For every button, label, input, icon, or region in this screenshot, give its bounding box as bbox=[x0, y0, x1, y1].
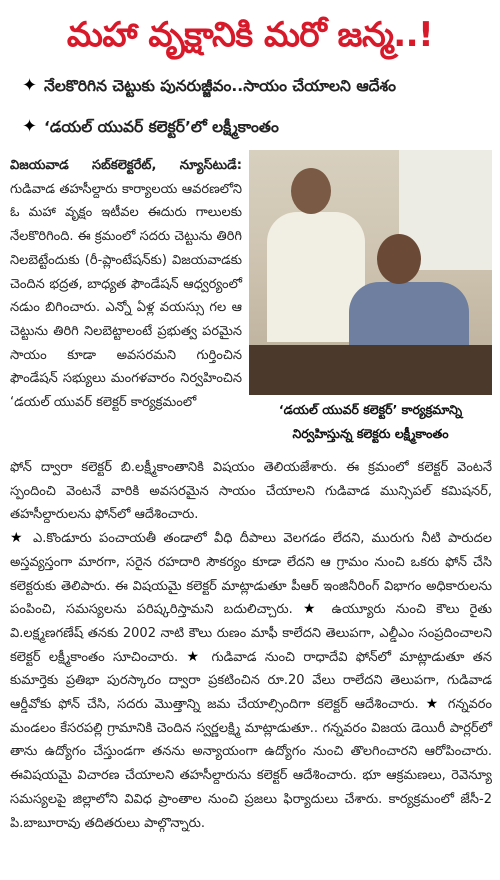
subheading-1-text: నేలకొరిగిన చెట్టుకు పునరుజ్జీవం..సాయం చేయాలని ఆదేశం bbox=[44, 77, 397, 95]
continuation-paragraph: ఫోన్ ద్వారా కలెక్టర్ బి.లక్ష్మీకాంతానికి విషయం తెలియజేశారు. ఈ క్రమంలో కలెక్టర్ వెంటనే స్పందించి వెంటనే వారికి అవసరమైన సాయం చేయాలని గుడివాడ మున్సిపల్ కమిషనర్, తహసీల్దారులను ఫోన్‌లో ఆదేశించారు. bbox=[10, 460, 492, 523]
article-lead-column bbox=[10, 154, 242, 415]
paragraph-3: ఉయ్యూరు నుంచి కౌలు రైతు వి.లక్ష్మణగణేష్ తనకు 2002 నాటి కౌలు రుణం మాఫీ కాలేదని తెలుపగా, ఎల్డీఎం సంప్రదించాలని కలెక్టర్ లక్ష్మీకాంతం సూచించారు. bbox=[10, 602, 492, 665]
photo-caption-line-2: నిర్వహిస్తున్న కలెక్టరు లక్ష్మీకాంతం bbox=[292, 426, 449, 441]
article-body bbox=[10, 456, 492, 835]
subheading-2 bbox=[22, 111, 492, 143]
star-bullet-icon: ★ bbox=[10, 530, 26, 547]
photo-caption-line-1: ‘డయల్ యువర్ కలెక్టర్’ కార్యక్రమాన్ని bbox=[278, 402, 463, 417]
star-bullet-icon: ★ bbox=[186, 648, 204, 665]
photo-person-standing-head bbox=[291, 168, 331, 214]
photo-caption bbox=[249, 398, 492, 446]
lead-paragraph: గుడివాడ తహసీల్దారు కార్యాలయ ఆవరణలోని ఓ మహా వృక్షం ఇటీవల ఈదురు గాలులకు నేలకొరిగింది. ఈ క్రమంలో సదరు చెట్టును తిరిగి నిలబెట్టేందుకు (రీ-ప్లాంటేషన్‌కు) విజయవాడకు చెందిన భద్రత, బాధ్యత ఫౌండేషన్ ఆధ్వర్యంలో నడుం బిగించారు. ఎన్నో ఏళ్ల వయస్సు గల ఆ చెట్టును తిరిగి నిలబెట్టాలంటే ప్రభుత్వ పరమైన సాయం కూడా అవసరమని గుర్తించిన ఫౌండేషన్ సభ్యులు మంగళవారం నిర్వహించిన ‘డయల్ యువర్ కలెక్టర్ కార్యక్రమంలో bbox=[10, 181, 242, 411]
paragraph-5: గన్నవరం మండలం కేసరపల్లి గ్రామానికి చెందిన స్వర్ణలక్ష్మి మాట్లాడుతూ.. గన్నవరం విజయ డెయిరీ పార్లర్‌లో తాను ఉద్యోగం చేస్తుండగా తనను అన్యాయంగా ఉద్యోగం నుంచి తొలగించారని ఆరోపించారు. ఈవిషయమై విచారణ చేయాలని తహసీల్దారును కలెక్టర్ ఆదేశించారు. భూ ఆక్రమణలు, రెవెన్యూ సమస్యలపై జిల్లాలోని వివిధ ప్రాంతాల నుంచి ప్రజలు ఫిర్యాదులు చేశారు. కార్యక్రమంలో జేసీ-2 పి.బాబూరావు తదితరులు పాల్గొన్నారు. bbox=[10, 697, 492, 831]
star-bullet-icon: ★ bbox=[302, 601, 322, 618]
paragraph-2: ఎ.కొండూరు పంచాయతీ తండాలో వీధి దీపాలు వెలగడం లేదని, మురుగు నీటి పారుదల అస్తవ్యస్తంగా మారగా, సరైన రహదారి సౌకర్యం కూడా లేదని ఆ గ్రామం నుంచి ఒకరు ఫోన్ చేసి కలెక్టరుకు తెలిపారు. ఈ విషయమై కలెక్టర్ మాట్లాడుతూ పీఆర్ ఇంజినీరింగ్ విభాగం అధికారులను పంపించి, సమస్యలను పరిష్కరిస్తామని బదులిచ్చారు. bbox=[10, 531, 492, 618]
sparkle-bullet-icon: ✦ bbox=[22, 116, 38, 137]
sparkle-bullet-icon: ✦ bbox=[22, 75, 38, 96]
article-photo bbox=[249, 150, 492, 395]
photo-desk bbox=[249, 345, 492, 395]
subheading-2-text: ‘డయల్ యువర్ కలెక్టర్’లో లక్ష్మీకాంతం bbox=[44, 118, 279, 136]
headline: మహా వృక్షానికి మరో జన్మ..! bbox=[66, 15, 434, 55]
photo-person-seated-head bbox=[377, 234, 421, 284]
dateline: విజయవాడ సబ్‌కలెక్టరేట్, న్యూస్‌టుడే: bbox=[10, 158, 242, 173]
subheading-1 bbox=[22, 70, 492, 102]
star-bullet-icon: ★ bbox=[425, 696, 441, 713]
paragraph-4: గుడివాడ నుంచి రాధాదేవి ఫోన్‌లో మాట్లాడుతూ తన కుమార్తెకు ప్రతిభా పురస్కారం ద్వారా ప్రకటించిన రూ.20 వేలు రాలేదని తెలుపగా, గుడివాడ ఆర్డీవోకు ఫోన్ చేసి, సదరు మొత్తాన్ని జమ చేయాల్సిందిగా కలెక్టర్ ఆదేశించారు. bbox=[10, 649, 493, 713]
